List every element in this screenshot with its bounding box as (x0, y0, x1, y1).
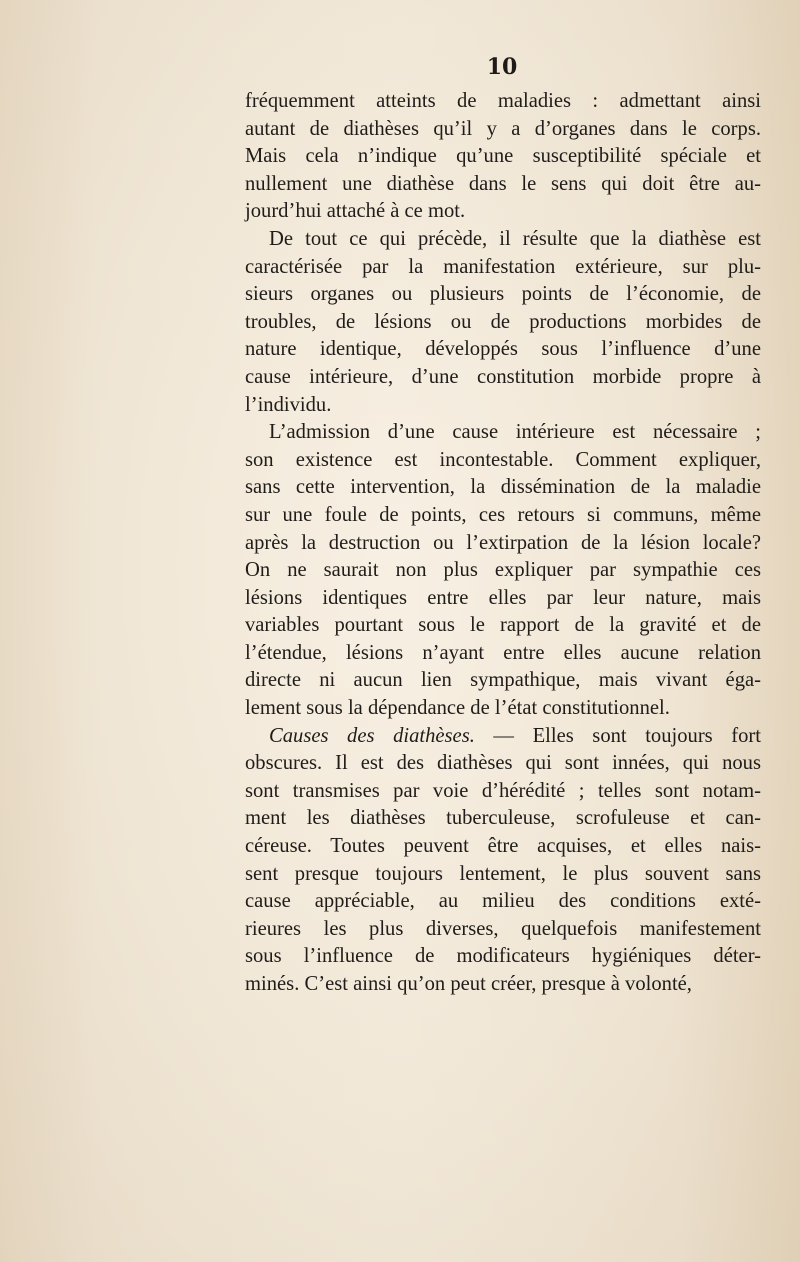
text-line: ment les diathèses tuberculeuse, scrofuleuse et can- (245, 807, 761, 830)
page-number: 10 (486, 54, 518, 80)
text-line: lement sous la dépendance de l’état constitutionnel. (245, 697, 670, 720)
text-line: obscures. Il est des diathèses qui sont innées, qui nous (245, 752, 761, 775)
text-line: variables pourtant sous le rapport de la gravité et de (245, 614, 761, 637)
text-line: sans cette intervention, la dissémination de la maladie (245, 476, 761, 499)
text-line: son existence est incontestable. Comment expliquer, (245, 448, 761, 471)
paragraph-3 (245, 419, 761, 723)
text-line: cause intérieure, d’une constitution morbide propre à (245, 365, 761, 388)
text-line (245, 723, 761, 751)
text-line: sous l’influence de modificateurs hygiéniques déter- (245, 945, 761, 968)
text-line: fréquemment atteints de maladies : admettant ainsi (245, 90, 761, 112)
text-line: Mais cela n’indique qu’une susceptibilité spéciale et (245, 145, 761, 168)
text-line: nullement une diathèse dans le sens qui doit être au- (245, 172, 761, 195)
text-fragment: — Elles sont toujours fort (474, 724, 761, 747)
paragraph-2 (245, 226, 761, 419)
paragraph-4 (245, 723, 761, 999)
text-line: jourd’hui attaché à ce mot. (245, 200, 466, 223)
text-line: minés. C’est ainsi qu’on peut créer, presque à volonté, (245, 973, 692, 995)
text-line: sieurs organes ou plusieurs points de l’économie, de (245, 283, 761, 306)
text-line: autant de diathèses qu’il y a d’organes dans le corps. (245, 117, 761, 140)
text-line: l’individu. (245, 393, 332, 416)
text-line: lésions identiques entre elles par leur nature, mais (245, 586, 761, 609)
section-heading: Causes des diathèses. (269, 724, 475, 747)
text-line: l’étendue, lésions n’ayant entre elles aucune relation (245, 641, 761, 664)
text-line: caractérisée par la manifestation extérieure, sur plu- (245, 255, 761, 278)
text-line: sent presque toujours lentement, le plus souvent sans (245, 862, 761, 885)
text-line: cause appréciable, au milieu des conditions exté- (245, 890, 761, 913)
text-line: directe ni aucun lien sympathique, mais vivant éga- (245, 669, 761, 692)
text-line: après la destruction ou l’extirpation de la lésion locale? (245, 531, 761, 554)
text-line: On ne saurait non plus expliquer par sympathie ces (245, 559, 761, 582)
text-line: De tout ce qui précède, il résulte que la diathèse est (269, 227, 761, 250)
text-line: L’admission d’une cause intérieure est nécessaire ; (269, 421, 761, 444)
text-line: nature identique, développés sous l’influence d’une (245, 338, 761, 361)
body-text (245, 88, 761, 999)
text-line: sont transmises par voie d’hérédité ; telles sont notam- (245, 779, 761, 802)
text-line: sur une foule de points, ces retours si communs, même (245, 503, 761, 526)
text-line: rieures les plus diverses, quelquefois manifestement (245, 917, 761, 940)
text-line: troubles, de lésions ou de productions morbides de (245, 310, 761, 333)
text-line: céreuse. Toutes peuvent être acquises, et elles nais- (245, 835, 761, 858)
paragraph-1 (245, 88, 761, 226)
